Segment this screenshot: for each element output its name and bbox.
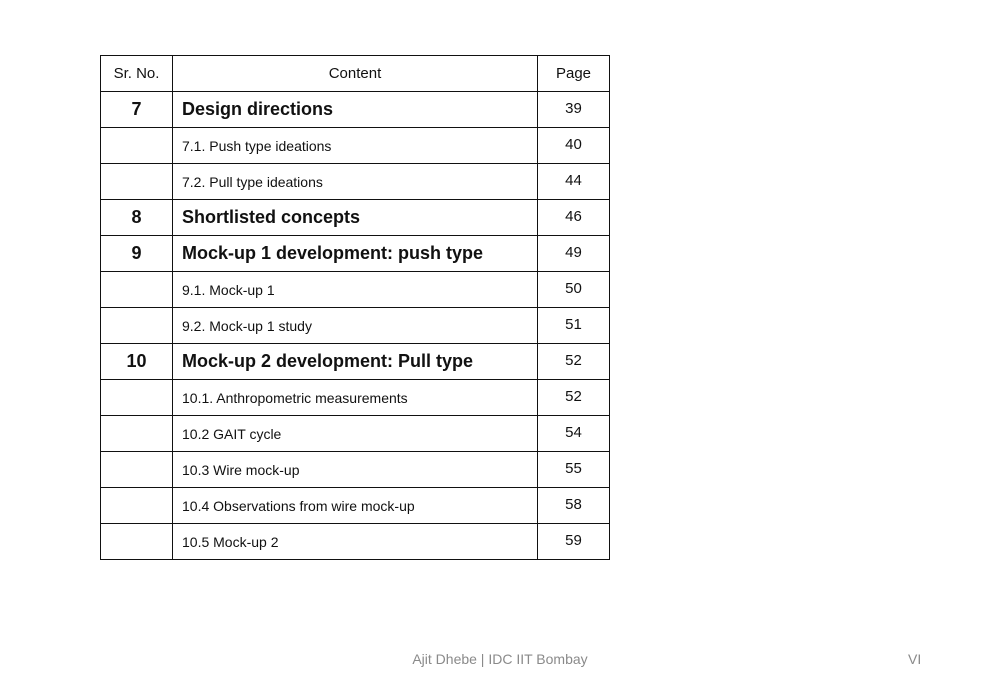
row-page-number: 52 xyxy=(538,344,610,380)
row-sr-no xyxy=(101,416,173,452)
row-sr-no: 7 xyxy=(101,92,173,128)
subsection-title: 10.1. Anthropometric measurements xyxy=(173,380,538,416)
row-sr-no xyxy=(101,452,173,488)
table-row xyxy=(101,308,610,344)
row-sr-no xyxy=(101,488,173,524)
footer-page-number: VI xyxy=(908,651,922,667)
table-row xyxy=(101,488,610,524)
section-title: Shortlisted concepts xyxy=(173,200,538,236)
subsection-title: 7.1. Push type ideations xyxy=(173,128,538,164)
section-title: Mock-up 2 development: Pull type xyxy=(173,344,538,380)
row-sr-no xyxy=(101,272,173,308)
subsection-title: 10.5 Mock-up 2 xyxy=(173,524,538,560)
table-row xyxy=(101,452,610,488)
row-sr-no xyxy=(101,308,173,344)
row-sr-no: 9 xyxy=(101,236,173,272)
row-page-number: 51 xyxy=(538,308,610,344)
header-content: Content xyxy=(173,56,538,92)
row-page-number: 55 xyxy=(538,452,610,488)
subsection-title: 9.1. Mock-up 1 xyxy=(173,272,538,308)
section-title: Design directions xyxy=(173,92,538,128)
table-row xyxy=(101,128,610,164)
row-page-number: 49 xyxy=(538,236,610,272)
row-page-number: 58 xyxy=(538,488,610,524)
table-row xyxy=(101,524,610,560)
table-row xyxy=(101,416,610,452)
table-row xyxy=(101,236,610,272)
section-title: Mock-up 1 development: push type xyxy=(173,236,538,272)
row-sr-no: 10 xyxy=(101,344,173,380)
row-page-number: 50 xyxy=(538,272,610,308)
subsection-title: 10.4 Observations from wire mock-up xyxy=(173,488,538,524)
row-sr-no xyxy=(101,524,173,560)
row-page-number: 52 xyxy=(538,380,610,416)
table-row xyxy=(101,164,610,200)
row-sr-no xyxy=(101,164,173,200)
header-page: Page xyxy=(538,56,610,92)
subsection-title: 10.2 GAIT cycle xyxy=(173,416,538,452)
table-of-contents xyxy=(100,55,610,560)
row-sr-no xyxy=(101,380,173,416)
row-page-number: 59 xyxy=(538,524,610,560)
row-page-number: 39 xyxy=(538,92,610,128)
subsection-title: 9.2. Mock-up 1 study xyxy=(173,308,538,344)
table-header-row xyxy=(101,56,610,92)
row-page-number: 40 xyxy=(538,128,610,164)
row-sr-no: 8 xyxy=(101,200,173,236)
row-page-number: 54 xyxy=(538,416,610,452)
table-row xyxy=(101,200,610,236)
subsection-title: 7.2. Pull type ideations xyxy=(173,164,538,200)
row-page-number: 46 xyxy=(538,200,610,236)
table-row xyxy=(101,92,610,128)
row-sr-no xyxy=(101,128,173,164)
table-row xyxy=(101,380,610,416)
footer-author: Ajit Dhebe | IDC IIT Bombay xyxy=(412,651,588,667)
header-sr-no: Sr. No. xyxy=(101,56,173,92)
table-row xyxy=(101,272,610,308)
table-row xyxy=(101,344,610,380)
table-body xyxy=(101,92,610,560)
subsection-title: 10.3 Wire mock-up xyxy=(173,452,538,488)
row-page-number: 44 xyxy=(538,164,610,200)
